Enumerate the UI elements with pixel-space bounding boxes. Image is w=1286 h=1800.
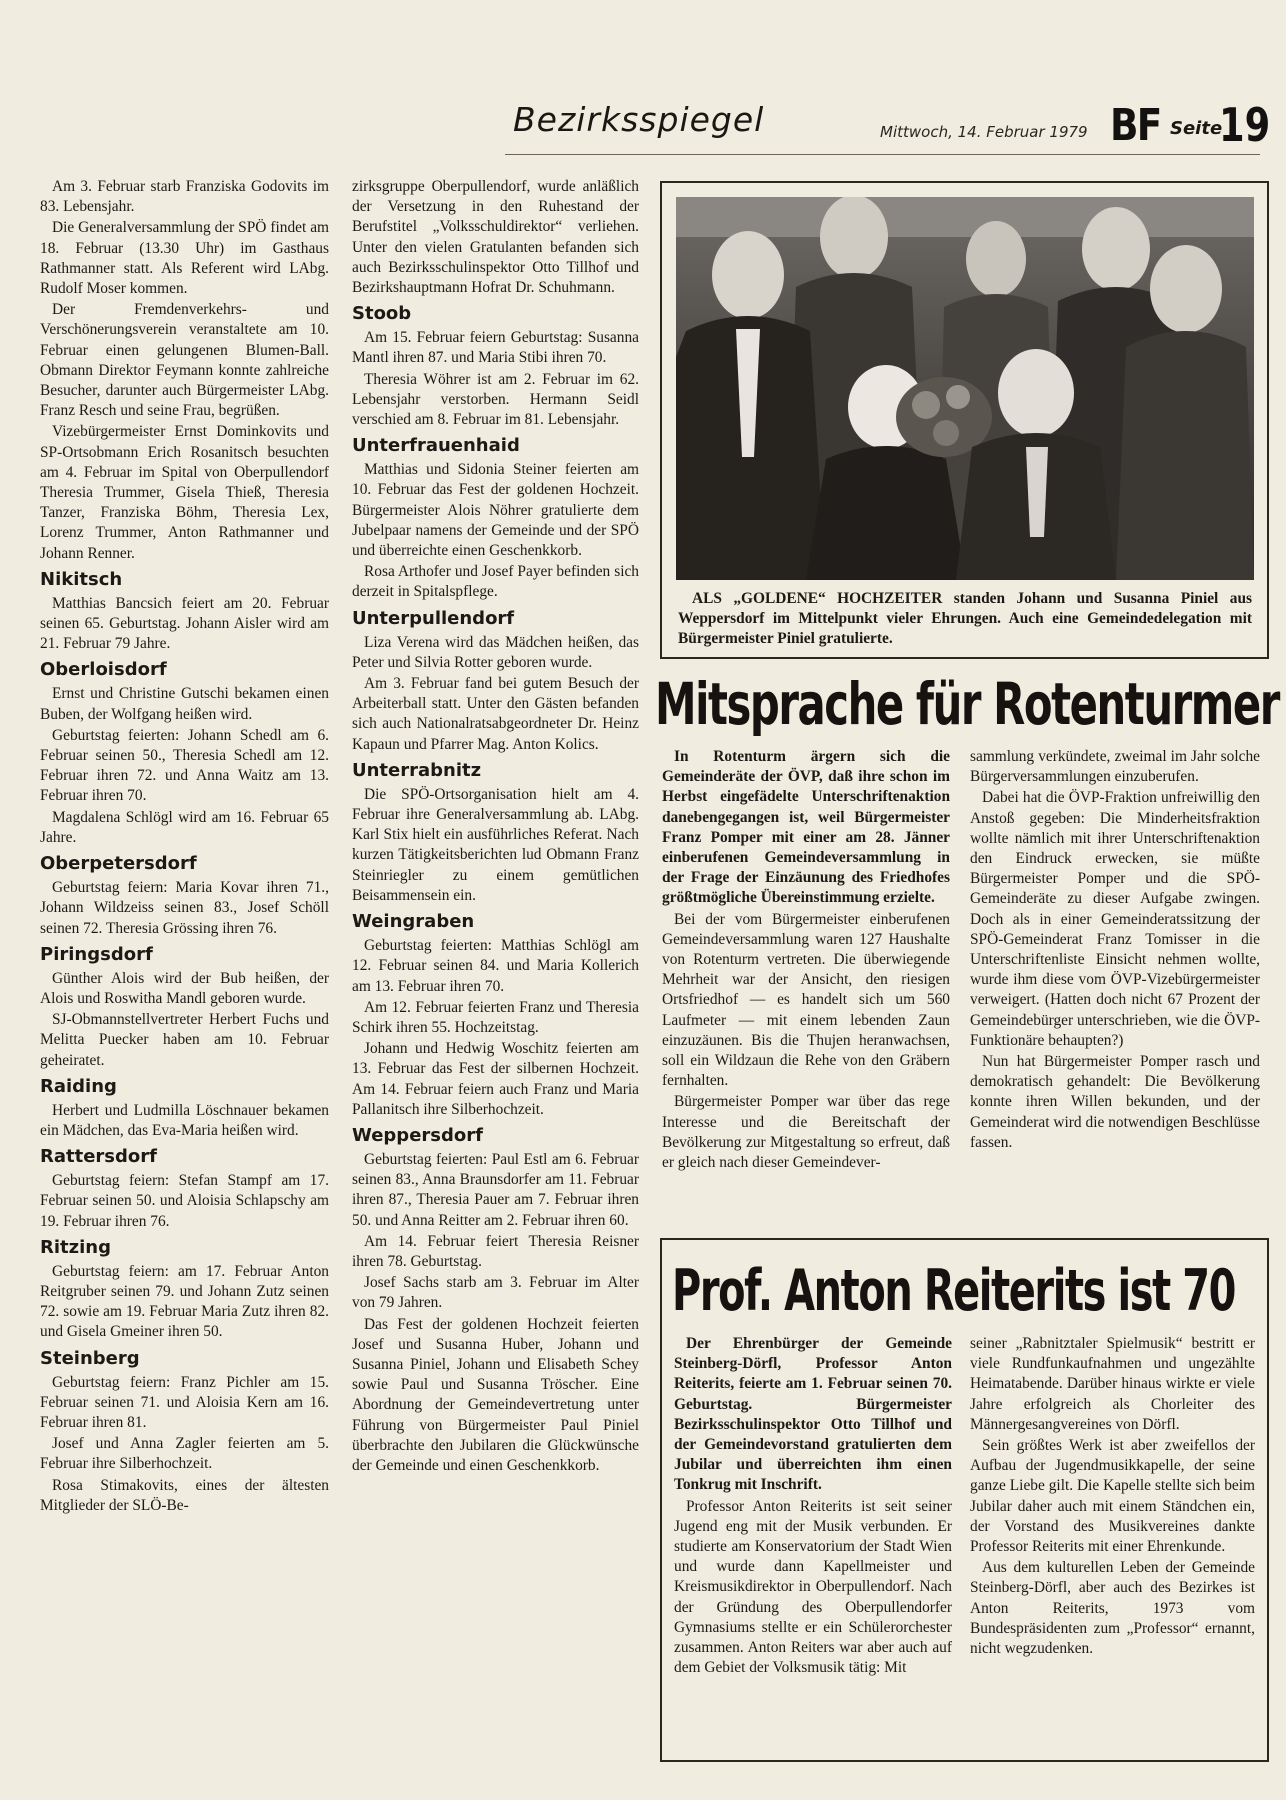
news-paragraph: Vizebürgermeister Ernst Dominkovits und SP-Ortsobmann Erich Rosanitsch besuchten am 4. Februar im Spital von Oberpullendorf Theresia Trummer, Gisela Thieß, Theresia Tanzer, Franziska Böhm, Theresia Lex, Lorenz Trummer, Anton Rathmanner und Johann Renner.: [40, 423, 329, 562]
locality-heading: Raiding: [40, 1075, 117, 1097]
news-paragraph: Magdalena Schlögl wird am 16. Februar 65 Jahre.: [40, 808, 329, 846]
article-paragraph: seiner „Rabnitztaler Spielmusik“ bestritt er viele Rundfunkaufnahmen und ungezählte Heimatabende. Darüber hinaus wirkte er viele Jahre erfolgreich als Chorleiter des Männergesangvereines von Dörfl.: [970, 1335, 1255, 1433]
news-paragraph: Am 3. Februar starb Franziska Godovits im 83. Lebensjahr.: [40, 178, 329, 216]
group-photo-illustration: [676, 197, 1254, 580]
locality-heading: Steinberg: [40, 1347, 140, 1369]
issue-date: Mittwoch, 14. Februar 1979: [880, 123, 1088, 141]
news-paragraph: Geburtstag feierten: Paul Estl am 6. Februar seinen 83., Anna Braunsdorfer am 11. Februar ihren 87., Theresia Pauer am 7. Februar ihren 50. und Anna Reitter am 2. Februar ihren 60.: [352, 1150, 639, 1229]
article-paragraph: Nun hat Bürgermeister Pomper rasch und demokratisch gehandelt: Die Bevölkerung konnte ihren Willen bekunden, und der Gemeinderat wird die notwendigen Beschlüsse fassen.: [970, 1053, 1260, 1151]
news-paragraph: Geburtstag feiern: am 17. Februar Anton Reitgruber seinen 79. und Johann Zutz seinen 72. sowie am 19. Februar Maria Zutz ihren 82. und Gisela Gmeiner ihren 50.: [40, 1262, 329, 1341]
locality-heading: Ritzing: [40, 1236, 111, 1258]
news-paragraph: Der Fremdenverkehrs- und Verschönerungsverein veranstaltete am 10. Februar einen gelungenen Blumen-Ball. Obmann Direktor Feymann konnte zahlreiche Besucher, darunter auch Bürgermeister LAbg. Franz Resch und seine Frau, begrüßen.: [40, 301, 329, 420]
news-paragraph: Geburtstag feierten: Johann Schedl am 6. Februar seinen 50., Theresia Schedl am 12. Februar ihren 72. und Anna Waitz am 13. Februar ihren 70.: [40, 726, 329, 805]
news-paragraph: Geburtstag feiern: Maria Kovar ihren 71., Johann Wildzeiss seinen 83., Josef Schöll seinen 72. Theresia Grössing ihren 76.: [40, 879, 329, 937]
locality-heading: Oberloisdorf: [40, 659, 167, 681]
wedding-photo: [676, 197, 1254, 580]
article-paragraph: sammlung verkündete, zweimal im Jahr solche Bürgerversammlungen einzuberufen.: [970, 748, 1260, 786]
news-paragraph: Die Generalversammlung der SPÖ findet am 18. Februar (13.30 Uhr) im Gasthaus Rathmanner statt. Als Referent wird LAbg. Rudolf Moser kommen.: [40, 219, 329, 298]
header-divider: [505, 154, 1260, 155]
news-paragraph: zirksgruppe Oberpullendorf, wurde anläßlich der Versetzung in den Ruhestand der Berufstitel „Volksschuldirektor“ verliehen. Unter den vielen Gratulanten befanden sich auch Bezirksschulinspektor Otto Tillhof und Bezirkshauptmann Hofrat Dr. Schuhmann.: [352, 178, 639, 297]
news-paragraph: Liza Verena wird das Mädchen heißen, das Peter und Silvia Rotter geboren wurde.: [352, 633, 639, 671]
news-paragraph: Rosa Arthofer und Josef Payer befinden sich derzeit in Spitalspflege.: [352, 563, 639, 601]
news-paragraph: Josef und Anna Zagler feierten am 5. Februar ihre Silberhochzeit.: [40, 1435, 329, 1473]
news-paragraph: Geburtstag feiern: Stefan Stampf am 17. Februar seinen 50. und Aloisia Schlapschy am 19. Februar ihren 76.: [40, 1172, 329, 1230]
news-paragraph: Herbert und Ludmilla Löschnauer bekamen ein Mädchen, das Eva-Maria heißen wird.: [40, 1101, 329, 1139]
article-paragraph: Dabei hat die ÖVP-Fraktion unfreiwillig den Anstoß gegeben: Die Minderheitsfraktion wollte nämlich mit ihrer Unterschriftenaktion den Eindruck erwecken, sie müßte Bürgermeister Pomper und die SPÖ-Gemeinderäte zu dieser Aufgabe zwingen. Doch als in einer Gemeinderatssitzung der SPÖ-Gemeinderat Franz Tomisser in die Unterschriftenliste Einsicht nehmen wollte, wurde ihm diese vom ÖVP-Vizebürgermeister verweigert. (Hatten doch nicht 67 Prozent der Gemeindebürger unterschrieben, wie die ÖVP-Funktionäre behaupten?): [970, 789, 1260, 1049]
photo-box: [660, 181, 1269, 659]
news-paragraph: Rosa Stimakovits, eines der ältesten Mitglieder der SLÖ-Be-: [40, 1476, 329, 1514]
article-headline-rotenturm: Mitsprache für Rotenturmer: [655, 670, 1279, 738]
article-rotenturm-column-1: [662, 747, 950, 1174]
article-lead: Der Ehrenbürger der Gemeinde Steinberg-Dörfl, Professor Anton Reiterits, feierte am 1. Februar seinen 70. Geburtstag. Bürgermeister Bezirksschulinspektor Otto Tillhof und der Gemeindevorstand gratulierten dem Jubilar und überreichten ihm einen Tonkrug mit Inschrift.: [674, 1335, 952, 1494]
bf-logo: BF: [1110, 100, 1161, 151]
district-news-column-2: [352, 177, 639, 1477]
locality-heading: Piringsdorf: [40, 943, 153, 965]
photo-caption: ALS „GOLDENE“ HOCHZEITER standen Johann und Susanna Piniel aus Weppersdorf im Mittelpunkt vieler Ehrungen. Auch eine Gemeindedelegation mit Bürgermeister Piniel gratulierte.: [678, 590, 1252, 647]
news-paragraph: Ernst und Christine Gutschi bekamen einen Buben, der Wolfgang heißen wird.: [40, 685, 329, 723]
page-number: 19: [1219, 98, 1271, 152]
article-reiterits-column-1: [674, 1334, 952, 1679]
news-paragraph: Geburtstag feierten: Matthias Schlögl am 12. Februar seinen 84. und Maria Kollerich am 13. Februar ihren 70.: [352, 937, 639, 995]
news-paragraph: SJ-Obmannstellvertreter Herbert Fuchs und Melitta Puecker haben am 10. Februar geheiratet.: [40, 1011, 329, 1069]
news-paragraph: Die SPÖ-Ortsorganisation hielt am 4. Februar ihre Generalversammlung ab. LAbg. Karl Stix hielt ein ausführliches Referat. Nach kurzen Tätigkeitsberichten lud Obmann Franz Steinriegler zu einem gemütlichen Beisammensein ein.: [352, 785, 639, 904]
locality-heading: Nikitsch: [40, 568, 123, 590]
article-paragraph: Bei der vom Bürgermeister einberufenen Gemeindeversammlung waren 127 Haushalte von Rotenturm vertreten. Die überwiegende Mehrheit war der Ansicht, den riesigen Ortsfriedhof — es handelt sich um 560 Laufmeter — mit einem lebenden Zaun einzuzäunen. Bis die Thujen heranwachsen, soll ein Wildzaun die Rehe von den Gräbern fernhalten.: [662, 910, 950, 1090]
locality-heading: Unterpullendorf: [352, 607, 515, 629]
locality-heading: Stoob: [352, 303, 412, 325]
news-paragraph: Johann und Hedwig Woschitz feierten am 13. Februar das Fest der silbernen Hochzeit. Am 14. Februar feiern auch Franz und Maria Pallanitsch ihre Silberhochzeit.: [352, 1040, 639, 1118]
news-paragraph: Am 14. Februar feiert Theresia Reisner ihren 78. Geburtstag.: [352, 1232, 639, 1270]
news-paragraph: Am 3. Februar fand bei gutem Besuch der Arbeiterball statt. Unter den Gästen befanden sich auch Nationalratsabgeordneter Dr. Heinz Kapaun und Pfarrer Mag. Anton Kolics.: [352, 675, 639, 753]
section-title: Bezirksspiegel: [513, 100, 765, 139]
article-lead: In Rotenturm ärgern sich die Gemeinderäte der ÖVP, daß ihre schon im Herbst eingefädelte Unterschriftenaktion danebengegangen ist, weil Bürgermeister Franz Pomper mit einer am 28. Jänner einberufenen Gemeindeversammlung in der Frage der Einzäunung des Friedhofes größtmögliche Übereinstimmung erzielte.: [662, 748, 950, 907]
locality-heading: Rattersdorf: [40, 1146, 157, 1168]
article-paragraph: Bürgermeister Pomper war über das rege Interesse und die Bereitschaft der Bevölkerung zur Mitgestaltung so erfreut, daß er gleich nach dieser Gemeindever-: [662, 1093, 950, 1172]
news-paragraph: Günther Alois wird der Bub heißen, der Alois und Roswitha Mandl geboren wurde.: [40, 969, 329, 1007]
locality-heading: Unterrabnitz: [352, 759, 482, 781]
article-paragraph: Aus dem kulturellen Leben der Gemeinde Steinberg-Dörfl, aber auch des Bezirkes ist Anton Reiterits, 1973 vom Bundespräsidenten zum „Professor“ ernannt, nicht wegzudenken.: [970, 1559, 1255, 1658]
article-rotenturm-column-2: [970, 747, 1260, 1154]
article-paragraph: Sein größtes Werk ist aber zweifellos der Aufbau der Jugendmusikkapelle, der seine ganze Liebe gilt. Die Kapelle stellte sich beim Jubilar daher auch mit einem Ständchen ein, der Vorstand des Musikvereines dankte Professor Reiterits mit einer Ehrenkunde.: [970, 1437, 1255, 1556]
district-news-column-1: [40, 177, 329, 1517]
news-paragraph: Theresia Wöhrer ist am 2. Februar im 62. Lebensjahr verstorben. Hermann Seidl verschied am 8. Februar im 81. Lebensjahr.: [352, 370, 639, 429]
page-label: Seite: [1170, 118, 1223, 139]
news-paragraph: Josef Sachs starb am 3. Februar im Alter von 79 Jahren.: [352, 1274, 639, 1312]
article-headline-reiterits: Prof. Anton Reiterits ist 70: [672, 1258, 1236, 1324]
news-paragraph: Am 15. Februar feiern Geburtstag: Susanna Mantl ihren 87. und Maria Stibi ihren 70.: [352, 329, 639, 367]
news-paragraph: Geburtstag feiern: Franz Pichler am 15. Februar seinen 71. und Aloisia Kern am 16. Februar ihren 81.: [40, 1373, 329, 1431]
news-paragraph: Matthias und Sidonia Steiner feierten am 10. Februar das Fest der goldenen Hochzeit. Bürgermeister Alois Nöhrer gratulierte dem Jubelpaar namens der Gemeinde und der SPÖ und überreichte einen Geschenkkorb.: [352, 461, 639, 560]
news-paragraph: Matthias Bancsich feiert am 20. Februar seinen 65. Geburtstag. Johann Aisler wird am 21. Februar 79 Jahre.: [40, 594, 329, 653]
locality-heading: Weingraben: [352, 911, 475, 933]
masthead: [505, 96, 1271, 154]
news-paragraph: Das Fest der goldenen Hochzeit feierten Josef und Susanna Huber, Johann und Susanna Piniel, Johann und Elisabeth Schey sowie Paul und Susanna Tröscher. Eine Abordnung der Gemeindevertretung unter Führung von Bürgermeister Paul Piniel überbrachte den Jubilaren die Glückwünsche der Gemeinde und einen Geschenkkorb.: [352, 1315, 639, 1474]
locality-heading: Oberpetersdorf: [40, 853, 197, 875]
news-paragraph: Am 12. Februar feierten Franz und Theresia Schirk ihren 55. Hochzeitstag.: [352, 998, 639, 1036]
locality-heading: Unterfrauenhaid: [352, 435, 520, 457]
article-reiterits-column-2: [970, 1334, 1255, 1660]
locality-heading: Weppersdorf: [352, 1124, 483, 1146]
article-paragraph: Professor Anton Reiterits ist seit seiner Jugend eng mit der Musik verbunden. Er studierte am Konservatorium der Stadt Wien und wurde dann Kapellmeister und Kreismusikdirektor in Oberpullendorf. Nach der Gründung des Oberpullendorfer Gymnasiums stellte er ein Schülerorchester zusammen. Anton Reiters war aber auch auf dem Gebiet der Volksmusik tätig: Mit: [674, 1497, 952, 1677]
